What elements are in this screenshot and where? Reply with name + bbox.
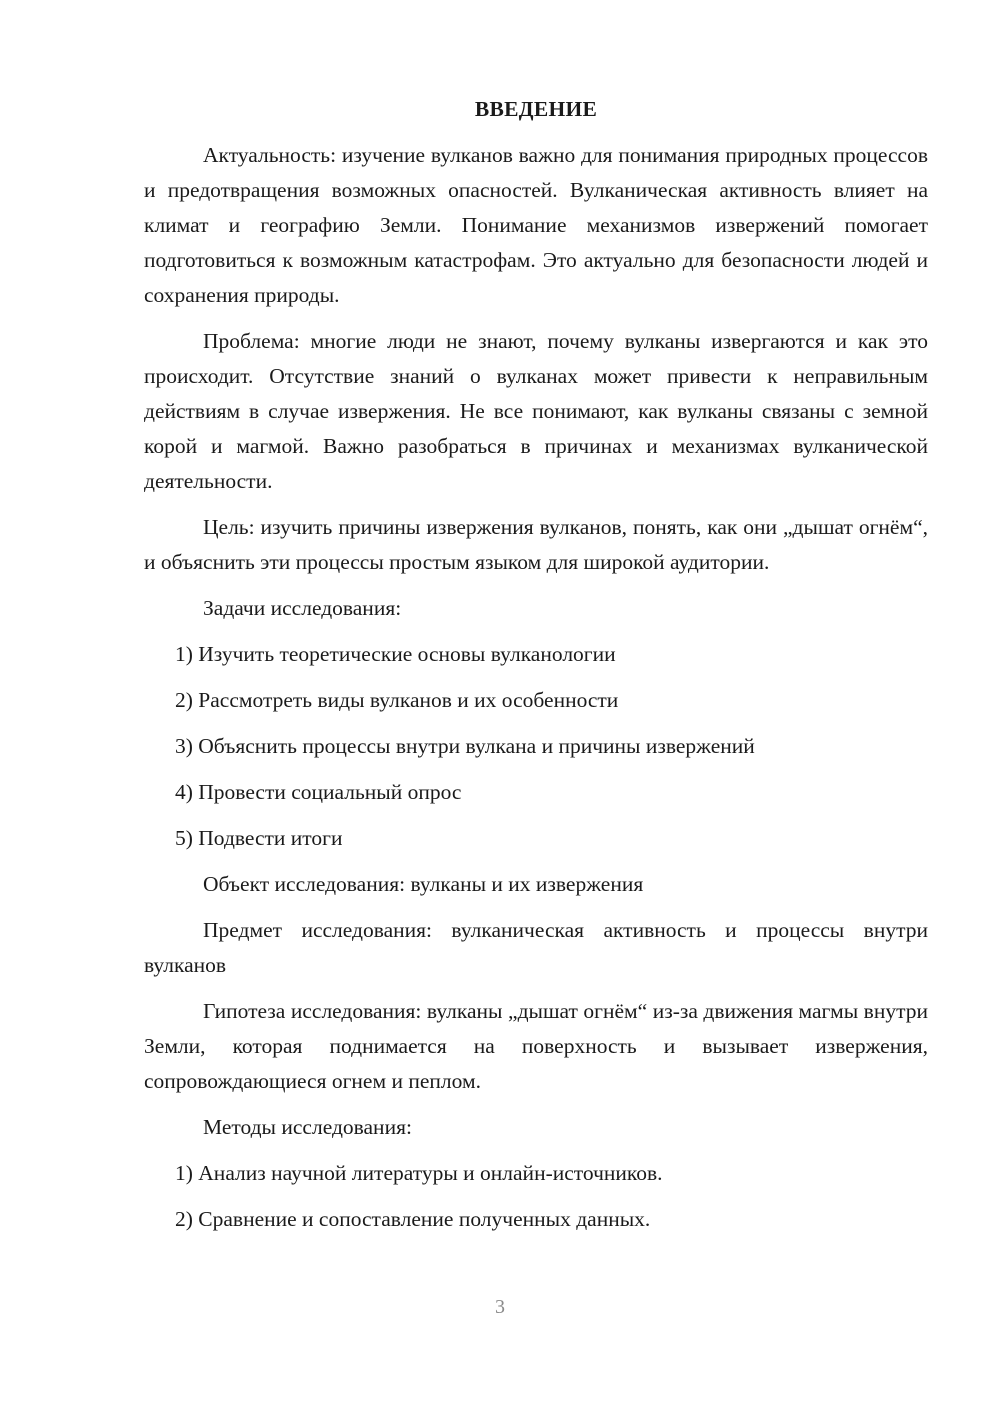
object-paragraph: Объект исследования: вулканы и их извержения <box>203 872 644 896</box>
document-page <box>144 92 928 1248</box>
list-item: 2) Сравнение и сопоставление полученных данных. <box>175 1207 651 1231</box>
section-title: ВВЕДЕНИЕ <box>474 97 598 121</box>
hypothesis-paragraph: Гипотеза исследования: вулканы „дышат огнём“ из-за движения магмы внутри Земли, которая поднимается на поверхность и вызывает извержения, сопровождающиеся огнем и пеплом. <box>144 999 928 1093</box>
list-item: 2) Рассмотреть виды вулканов и их особенности <box>175 688 619 712</box>
problem-paragraph: Проблема: многие люди не знают, почему вулканы извергаются и как это происходит. Отсутствие знаний о вулканах может привести к неправильным действиям в случае извержения. Не все понимают, как вулканы связаны с земной корой и магмой. Важно разобраться в причинах и механизмах вулканической деятельности. <box>144 329 928 493</box>
list-item: 4) Провести социальный опрос <box>175 780 462 804</box>
tasks-list <box>144 637 928 856</box>
subject-paragraph: Предмет исследования: вулканическая активность и процессы внутри вулканов <box>144 918 928 977</box>
methods-heading: Методы исследования: <box>203 1115 412 1139</box>
relevance-paragraph: Актуальность: изучение вулканов важно для понимания природных процессов и предотвращения возможных опасностей. Вулканическая активность влияет на климат и географию Земли. Понимание механизмов извержений помогает подготовиться к возможным катастрофам. Это актуально для безопасности людей и сохранения природы. <box>144 143 928 307</box>
methods-list <box>144 1156 928 1237</box>
list-item: 3) Объяснить процессы внутри вулкана и причины извержений <box>175 734 755 758</box>
list-item: 5) Подвести итоги <box>175 826 343 850</box>
page-number: 3 <box>495 1296 505 1318</box>
tasks-heading: Задачи исследования: <box>203 596 402 620</box>
goal-paragraph: Цель: изучить причины извержения вулканов, понять, как они „дышат огнём“, и объяснить эти процессы простым языком для широкой аудитории. <box>144 515 928 574</box>
list-item: 1) Анализ научной литературы и онлайн-источников. <box>175 1161 663 1185</box>
list-item: 1) Изучить теоретические основы вулканологии <box>175 642 616 666</box>
